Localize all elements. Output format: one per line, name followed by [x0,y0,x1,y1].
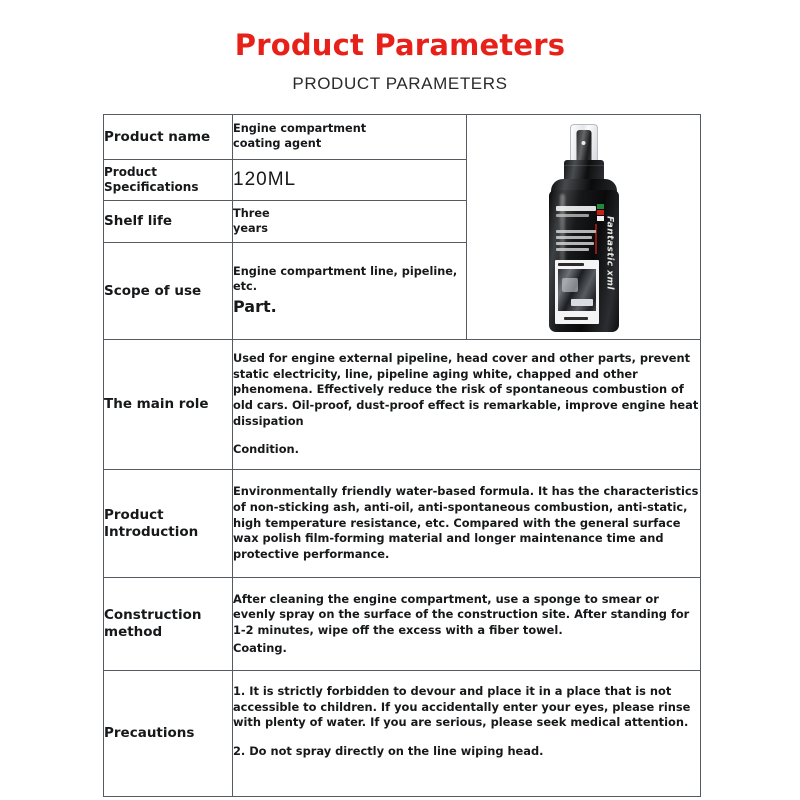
value-line: years [233,221,268,235]
row-value-precautions [233,671,701,797]
label-subhead-bar [556,214,589,217]
row-value-shelf-life [233,201,467,243]
row-label-precautions: Precautions [104,671,233,797]
table-row [104,470,701,578]
row-value-product-specifications [233,160,467,201]
paragraph: After cleaning the engine compartment, use a sponge to smear or evenly spray on the surface of the construction site. After standing for 1-2 minutes, wipe off the excess with a fiber towel. [233,591,690,637]
row-value-scope-of-use [233,243,467,340]
label-line: method [104,624,163,640]
value-emphasis: Part. [233,296,277,316]
page-subtitle: PRODUCT PARAMETERS [292,74,508,93]
inset-engine-photo [558,269,596,311]
value-line: Engine compartment line, pipeline, etc. [233,265,458,293]
row-value-the-main-role [233,340,701,470]
paragraph: 2. Do not spray directly on the line wiping head. [233,744,544,759]
specification-volume: 120ML [233,169,297,191]
label-photo-inset [555,260,599,324]
row-label-the-main-role: The main role [104,340,233,470]
paragraph: Condition. [233,442,299,457]
row-value-product-name [233,115,467,160]
label-headline-bar [556,206,596,211]
label-line: Introduction [104,523,199,540]
paragraph: Coating. [233,640,287,655]
product-bottle-illustration [467,116,700,338]
spray-bottle [547,124,621,332]
row-label-scope-of-use: Scope of use [104,243,233,340]
paragraph: 1. It is strictly forbidden to devour and place it in a place that is not accessible to children. If you accidentally enter your eyes, please rinse with plenty of water. If you are serious, please seek medical attention. [233,684,691,730]
nozzle-hole [582,141,586,145]
value-line: Engine compartment [233,122,367,136]
value-line: Three [233,206,270,220]
row-label-product-specifications [104,160,233,201]
paragraph: Used for engine external pipeline, head cover and other parts, prevent static electricity, line, pipeline aging white, chapped and other phenomena. Effectively reduce the risk of spontaneous combustion of old cars. Oil-proof, dust-proof effect is remarkable, improve engine heat dissipation [233,350,699,428]
label-line: Specifications [104,180,199,194]
table-row [104,115,701,160]
inset-footer-bar [564,317,588,320]
label-bullet-lines [556,230,596,254]
bottle-body [549,190,619,332]
label-color-swatch-green [597,204,604,209]
row-value-product-introduction [233,470,701,578]
table-row [104,671,701,797]
label-line: Product [104,165,157,179]
inset-caption-bar [558,263,584,266]
spray-nozzle [576,130,591,160]
product-image-cell [467,115,701,340]
row-label-shelf-life: Shelf life [104,201,233,243]
specification-table [103,114,701,797]
value-line: coating agent [233,137,322,150]
paragraph: Environmentally friendly water-based formula. It has the characteristics of non-sticking ash, anti-oil, anti-spontaneous combustion, anti-static, high temperature resistance, etc. Compared with the general surface wax polish film-forming material and longer maintenance time and protective performance. [233,484,699,562]
row-label-construction-method [104,578,233,671]
row-label-product-introduction [104,470,233,578]
bottle-brand-text: Fantastic xml [604,216,615,290]
label-color-swatch-red [597,210,604,215]
table-row [104,578,701,671]
label-line: Construction [104,607,202,624]
row-value-construction-method [233,578,701,671]
page-title: Product Parameters [234,28,566,62]
label-line: Product [104,506,164,523]
row-label-product-name: Product name [104,115,233,160]
table-row [104,340,701,470]
